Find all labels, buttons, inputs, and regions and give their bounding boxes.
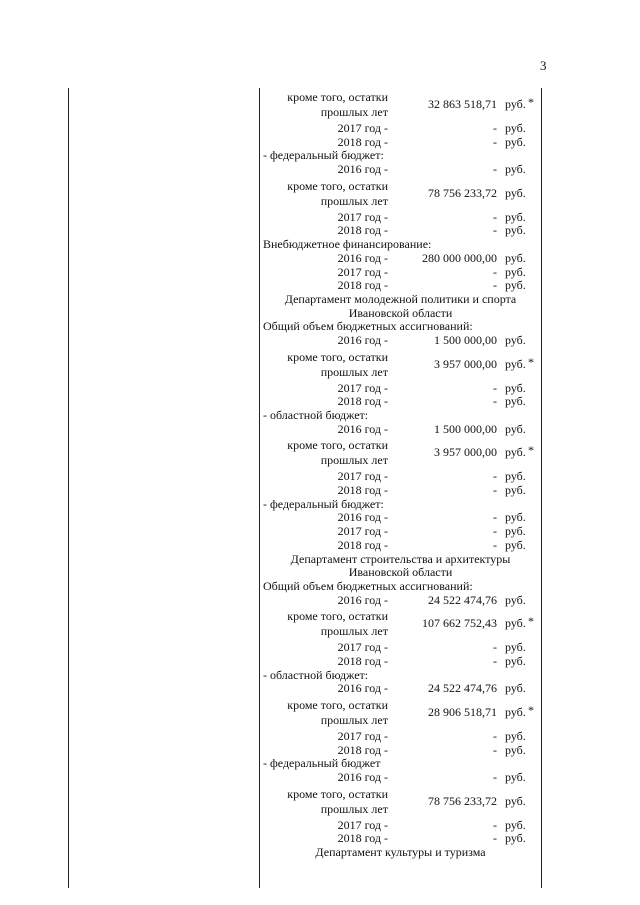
amount-value: -	[493, 729, 497, 743]
table-row	[260, 498, 541, 512]
table-row	[260, 539, 541, 553]
currency-unit: руб.	[505, 524, 526, 539]
table-row	[260, 832, 541, 846]
amount-value: -	[493, 524, 497, 539]
table-row	[260, 149, 541, 163]
table-row	[260, 655, 541, 669]
amount-value: -	[493, 640, 497, 655]
table-row	[260, 438, 541, 469]
currency-unit: руб.	[505, 185, 526, 200]
currency-unit: руб.	[505, 793, 526, 808]
footnote-asterisk: *	[528, 443, 534, 458]
carryover-label	[287, 179, 388, 209]
section-header: Общий объем бюджетных ассигнований:	[263, 319, 473, 334]
table-row	[260, 698, 541, 729]
currency-unit: руб.	[505, 483, 526, 498]
table-right-border	[541, 88, 542, 888]
currency-unit: руб.	[505, 421, 526, 436]
amount-value: -	[493, 162, 497, 177]
currency-unit: руб.	[505, 97, 526, 111]
table-row	[260, 334, 541, 348]
table-row	[260, 395, 541, 409]
table-row	[260, 122, 541, 136]
amount-value: -	[493, 134, 497, 149]
table-row	[260, 730, 541, 744]
table-row	[260, 787, 541, 818]
currency-unit: руб.	[505, 356, 526, 371]
amount-value: 1 500 000,00	[434, 421, 497, 436]
table-row	[260, 423, 541, 437]
currency-unit: руб.	[505, 510, 526, 525]
page-number: 3	[540, 58, 547, 73]
table-row	[260, 641, 541, 655]
carryover-label-line1: кроме того, остатки	[287, 698, 388, 712]
currency-unit: руб.	[505, 537, 526, 552]
carryover-label-line2: прошлых лет	[320, 624, 388, 639]
amount-value: 28 906 518,71	[428, 705, 497, 719]
table-row	[260, 744, 541, 758]
table-row	[260, 307, 541, 321]
currency-unit: руб.	[505, 729, 526, 743]
year-label: 2017 год -	[337, 469, 388, 484]
carryover-label-line2: прошлых лет	[320, 105, 388, 119]
year-label: 2017 год -	[337, 640, 388, 655]
carryover-label-line1: кроме того, остатки	[287, 609, 388, 624]
footnote-asterisk: *	[528, 95, 534, 109]
currency-unit: руб.	[505, 616, 526, 631]
table-row	[260, 553, 541, 567]
table-row	[260, 484, 541, 498]
year-label: 2016 год -	[337, 162, 388, 177]
currency-unit: руб.	[505, 592, 526, 607]
section-header: - областной бюджет:	[263, 408, 369, 422]
carryover-label	[287, 787, 388, 817]
year-label: 2016 год -	[337, 421, 388, 436]
amount-value: 32 863 518,71	[428, 97, 497, 111]
currency-unit: руб.	[505, 653, 526, 668]
year-label: 2018 год -	[337, 742, 388, 757]
carryover-label-line2: прошлых лет	[320, 801, 388, 816]
currency-unit: руб.	[505, 250, 526, 265]
year-label: 2016 год -	[337, 250, 388, 265]
year-label: 2018 год -	[337, 278, 388, 293]
carryover-label-line2: прошлых лет	[320, 364, 388, 379]
table-row	[260, 320, 541, 334]
amount-value: -	[493, 537, 497, 552]
amount-value: -	[493, 483, 497, 498]
department-title: Департамент культуры и туризма	[315, 845, 486, 860]
carryover-label-line1: кроме того, остатки	[287, 786, 388, 801]
carryover-label-line1: кроме того, остатки	[287, 90, 388, 104]
amount-value: 24 522 474,76	[428, 592, 497, 607]
table-row	[260, 525, 541, 539]
currency-unit: руб.	[505, 134, 526, 149]
amount-value: -	[493, 394, 497, 409]
table-row	[260, 293, 541, 307]
amount-value: 280 000 000,00	[422, 250, 497, 265]
department-title: Ивановской области	[348, 305, 453, 320]
amount-value: -	[493, 223, 497, 238]
table-row	[260, 669, 541, 683]
table-row	[260, 211, 541, 225]
section-header: - федеральный бюджет:	[263, 496, 384, 511]
amount-value: 78 756 233,72	[428, 185, 497, 200]
currency-unit: руб.	[505, 278, 526, 293]
amount-value: 78 756 233,72	[428, 793, 497, 808]
carryover-label-line2: прошлых лет	[320, 193, 388, 208]
year-label: 2018 год -	[337, 537, 388, 552]
amount-value: -	[493, 278, 497, 293]
table-row	[260, 819, 541, 833]
amount-value: 107 662 752,43	[422, 616, 497, 631]
amount-value: -	[493, 817, 497, 832]
carryover-label	[287, 438, 388, 468]
year-label: 2017 год -	[337, 209, 388, 224]
year-label: 2016 год -	[337, 770, 388, 785]
year-label: 2018 год -	[337, 394, 388, 409]
section-header: Общий объем бюджетных ассигнований:	[263, 578, 473, 593]
section-header: - федеральный бюджет	[263, 756, 381, 771]
amount-value: -	[493, 209, 497, 224]
carryover-label	[287, 350, 388, 380]
currency-unit: руб.	[505, 831, 526, 846]
table-row	[260, 409, 541, 423]
currency-unit: руб.	[505, 121, 526, 135]
carryover-label	[287, 90, 388, 120]
table-row	[260, 566, 541, 580]
year-label: 2017 год -	[337, 380, 388, 395]
currency-unit: руб.	[505, 705, 526, 719]
table-row	[260, 771, 541, 785]
table-row	[260, 609, 541, 640]
carryover-label-line1: кроме того, остатки	[287, 178, 388, 193]
currency-unit: руб.	[505, 209, 526, 224]
table-row	[260, 266, 541, 280]
amount-value: -	[493, 831, 497, 846]
carryover-label	[287, 698, 388, 728]
budget-table	[260, 88, 541, 860]
currency-unit: руб.	[505, 469, 526, 484]
currency-unit: руб.	[505, 817, 526, 832]
currency-unit: руб.	[505, 445, 526, 460]
carryover-label-line1: кроме того, остатки	[287, 438, 388, 453]
amount-value: -	[493, 469, 497, 484]
table-row	[260, 511, 541, 525]
table-row	[260, 757, 541, 771]
footnote-asterisk: *	[528, 703, 534, 717]
currency-unit: руб.	[505, 264, 526, 279]
table-row	[260, 594, 541, 608]
section-header: - федеральный бюджет:	[263, 148, 384, 163]
table-row	[260, 163, 541, 177]
year-label: 2018 год -	[337, 223, 388, 238]
amount-value: 24 522 474,76	[428, 681, 497, 696]
carryover-label-line1: кроме того, остатки	[287, 349, 388, 364]
currency-unit: руб.	[505, 223, 526, 238]
year-label: 2017 год -	[337, 524, 388, 539]
section-header: - областной бюджет:	[263, 667, 369, 682]
currency-unit: руб.	[505, 770, 526, 785]
amount-value: 3 957 000,00	[434, 445, 497, 460]
amount-value: -	[493, 742, 497, 757]
amount-value: 1 500 000,00	[434, 332, 497, 347]
currency-unit: руб.	[505, 742, 526, 757]
carryover-label-line2: прошлых лет	[320, 453, 388, 468]
currency-unit: руб.	[505, 681, 526, 696]
currency-unit: руб.	[505, 162, 526, 177]
amount-value: -	[493, 510, 497, 525]
year-label: 2017 год -	[337, 121, 388, 135]
footnote-asterisk: *	[528, 614, 534, 629]
year-label: 2018 год -	[337, 134, 388, 149]
table-row	[260, 90, 541, 121]
year-label: 2018 год -	[337, 653, 388, 668]
table-row	[260, 252, 541, 266]
year-label: 2016 год -	[337, 332, 388, 347]
table-row	[260, 846, 541, 860]
table-row	[260, 238, 541, 252]
table-row	[260, 350, 541, 381]
carryover-label-line2: прошлых лет	[320, 713, 388, 727]
table-row	[260, 470, 541, 484]
department-title: Ивановской области	[348, 565, 453, 580]
department-title: Департамент строительства и архитектуры	[290, 551, 511, 566]
table-row	[260, 279, 541, 293]
year-label: 2018 год -	[337, 483, 388, 498]
table-row	[260, 179, 541, 210]
year-label: 2016 год -	[337, 592, 388, 607]
year-label: 2017 год -	[337, 817, 388, 832]
amount-value: -	[493, 770, 497, 785]
year-label: 2017 год -	[337, 729, 388, 743]
carryover-label	[287, 609, 388, 639]
currency-unit: руб.	[505, 394, 526, 409]
table-row	[260, 580, 541, 594]
footnote-asterisk: *	[528, 354, 534, 369]
section-header: Внебюджетное финансирование:	[263, 237, 432, 252]
year-label: 2017 год -	[337, 264, 388, 279]
left-margin-line	[68, 88, 69, 888]
amount-value: -	[493, 264, 497, 279]
year-label: 2016 год -	[337, 510, 388, 525]
currency-unit: руб.	[505, 640, 526, 655]
table-row	[260, 382, 541, 396]
year-label: 2016 год -	[337, 681, 388, 696]
amount-value: -	[493, 653, 497, 668]
table-row	[260, 224, 541, 238]
currency-unit: руб.	[505, 380, 526, 395]
amount-value: -	[493, 121, 497, 135]
currency-unit: руб.	[505, 332, 526, 347]
amount-value: -	[493, 380, 497, 395]
amount-value: 3 957 000,00	[434, 356, 497, 371]
table-row	[260, 136, 541, 150]
table-row	[260, 682, 541, 696]
year-label: 2018 год -	[337, 831, 388, 846]
department-title: Департамент молодежной политики и спорта	[284, 291, 517, 306]
